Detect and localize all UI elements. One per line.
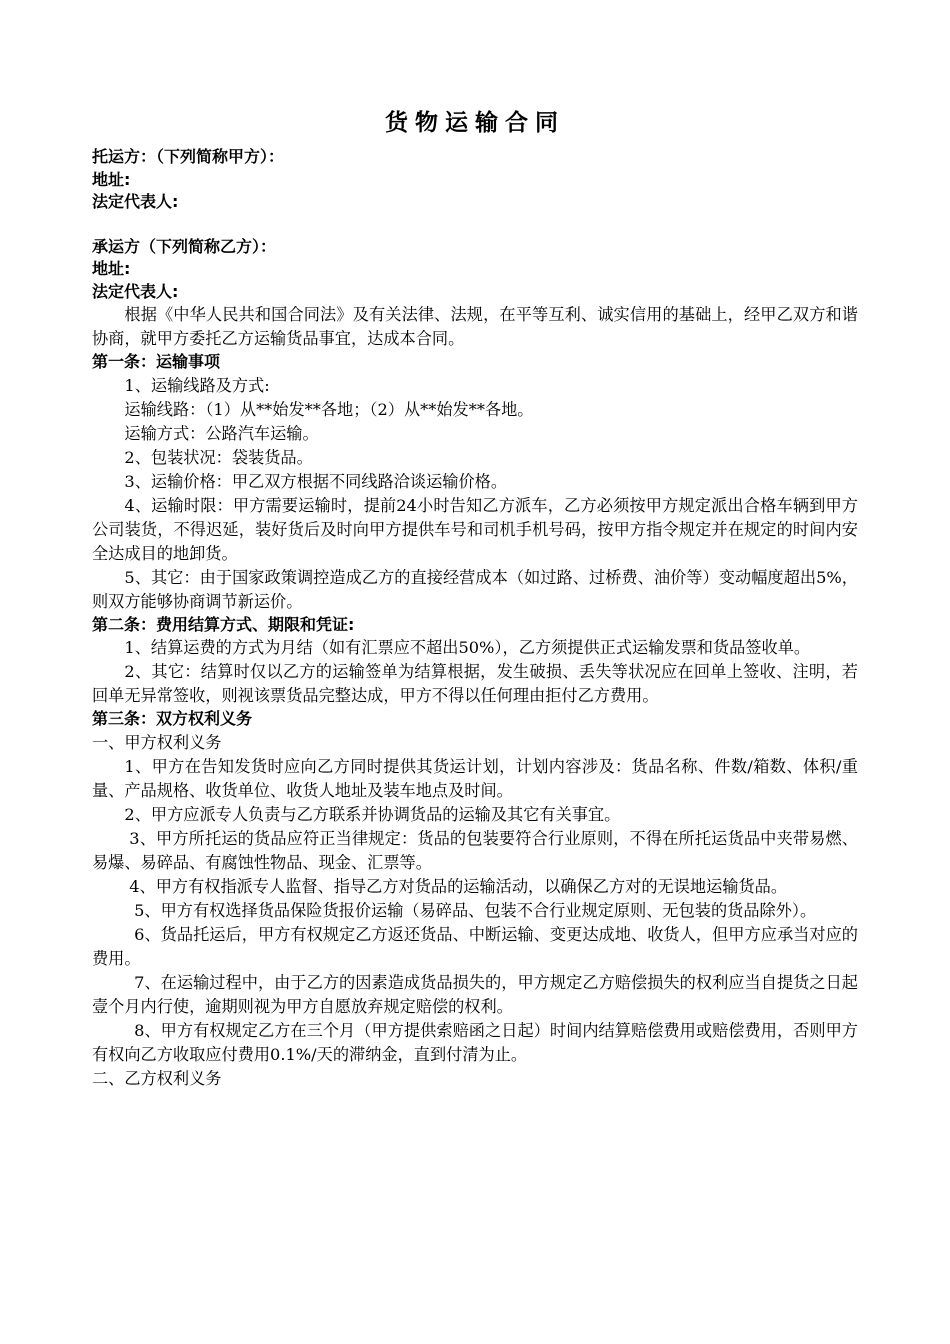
party-b-representative: 法定代表人: bbox=[92, 281, 179, 301]
spacer bbox=[92, 214, 858, 236]
article-3-item: 8、甲方有权规定乙方在三个月（甲方提供索赔函之日起）时间内结算赔偿费用或赔偿费用，否则甲方有权向乙方收取应付费用0.1%/天的滞纳金，直到付清为止。 bbox=[92, 1020, 858, 1064]
article-3-item: 3、甲方所托运的货品应符正当律规定：货品的包装要符合行业原则，不得在所托运货品中夹带易燃、易爆、易碎品、有腐蚀性物品、现金、汇票等。 bbox=[92, 828, 858, 872]
article-1-heading: 第一条：运输事项 bbox=[92, 352, 221, 371]
article-1-item: 2、包装状况：袋装货品。 bbox=[124, 447, 313, 467]
party-a-address: 地址: bbox=[92, 169, 131, 189]
article-2-heading: 第二条：费用结算方式、期限和凭证: bbox=[92, 614, 355, 634]
article-3-item: 6、货品托运后，甲方有权规定乙方返还货品、中断运输、变更达成地、收货人，但甲方应承当对应的费用。 bbox=[92, 924, 858, 968]
article-3-subheading-party-b: 二、乙方权利义务 bbox=[92, 1068, 222, 1088]
article-1-item: 运输线路：（1）从**始发**各地；（2）从**始发**各地。 bbox=[124, 399, 534, 419]
article-3-item: 2、甲方应派专人负责与乙方联系并协调货品的运输及其它有关事宜。 bbox=[124, 804, 621, 824]
article-3-subheading-party-a: 一、甲方权利义务 bbox=[92, 732, 222, 752]
party-b-address: 地址: bbox=[92, 259, 131, 278]
article-3-item: 5、甲方有权选择货品保险货报价运输（易碎品、包装不合行业规定原则、无包装的货品除外）。 bbox=[134, 900, 817, 920]
article-3-item: 7、在运输过程中，由于乙方的因素造成货品损失的，甲方规定乙方赔偿损失的权利应当自提货之日起壹个月内行使，逾期则视为甲方自愿放弃规定赔偿的权利。 bbox=[92, 972, 858, 1016]
party-a-representative: 法定代表人: bbox=[92, 192, 179, 211]
article-2-item: 1、结算运费的方式为月结（如有汇票应不超出50%），乙方须提供正式运输发票和货品签收单。 bbox=[124, 638, 811, 657]
article-3-item: 4、甲方有权指派专人监督、指导乙方对货品的运输活动，以确保乙方对的无误地运输货品。 bbox=[129, 876, 788, 896]
article-1-item: 3、运输价格：甲乙双方根据不同线路洽谈运输价格。 bbox=[124, 471, 508, 491]
article-2-item: 2、其它：结算时仅以乙方的运输签单为结算根据，发生破损、丢失等状况应在回单上签收、注明，若回单无异常签收，则视该票货品完整达成，甲方不得以任何理由拒付乙方费用。 bbox=[92, 662, 858, 705]
article-1-item: 运输方式：公路汽车运输。 bbox=[124, 423, 319, 443]
party-a-label: 托运方：（下列简称甲方）： bbox=[92, 147, 285, 166]
preamble-paragraph: 根据《中华人民共和国合同法》及有关法律、法规，在平等互利、诚实信用的基础上，经甲乙双方和谐协商，就甲方委托乙方运输货品事宜，达成本合同。 bbox=[92, 305, 858, 348]
document-title: 货物运输合同 bbox=[385, 110, 565, 136]
article-3-item: 1、甲方在告知发货时应向乙方同时提供其货运计划，计划内容涉及：货品名称、件数/箱数、体积/重量、产品规格、收货单位、收货人地址及装车地点及时间。 bbox=[92, 756, 858, 800]
article-3-heading: 第三条：双方权利义务 bbox=[92, 709, 253, 728]
article-1-item: 4、运输时限：甲方需要运输时，提前24小时告知乙方派车，乙方必须按甲方规定派出合格车辆到甲方公司装货，不得迟延，装好货后及时向甲方提供车号和司机手机号码，按甲方指令规定并在规定的时间内安全达成目的地卸货。 bbox=[92, 495, 858, 563]
article-1-item: 1、运输线路及方式: bbox=[124, 375, 270, 395]
article-1-item: 5、其它：由于国家政策调控造成乙方的直接经营成本（如过路、过桥费、油价等）变动幅度超出5%，则双方能够协商调节新运价。 bbox=[92, 567, 858, 611]
party-b-label: 承运方（下列简称乙方）： bbox=[92, 236, 277, 256]
